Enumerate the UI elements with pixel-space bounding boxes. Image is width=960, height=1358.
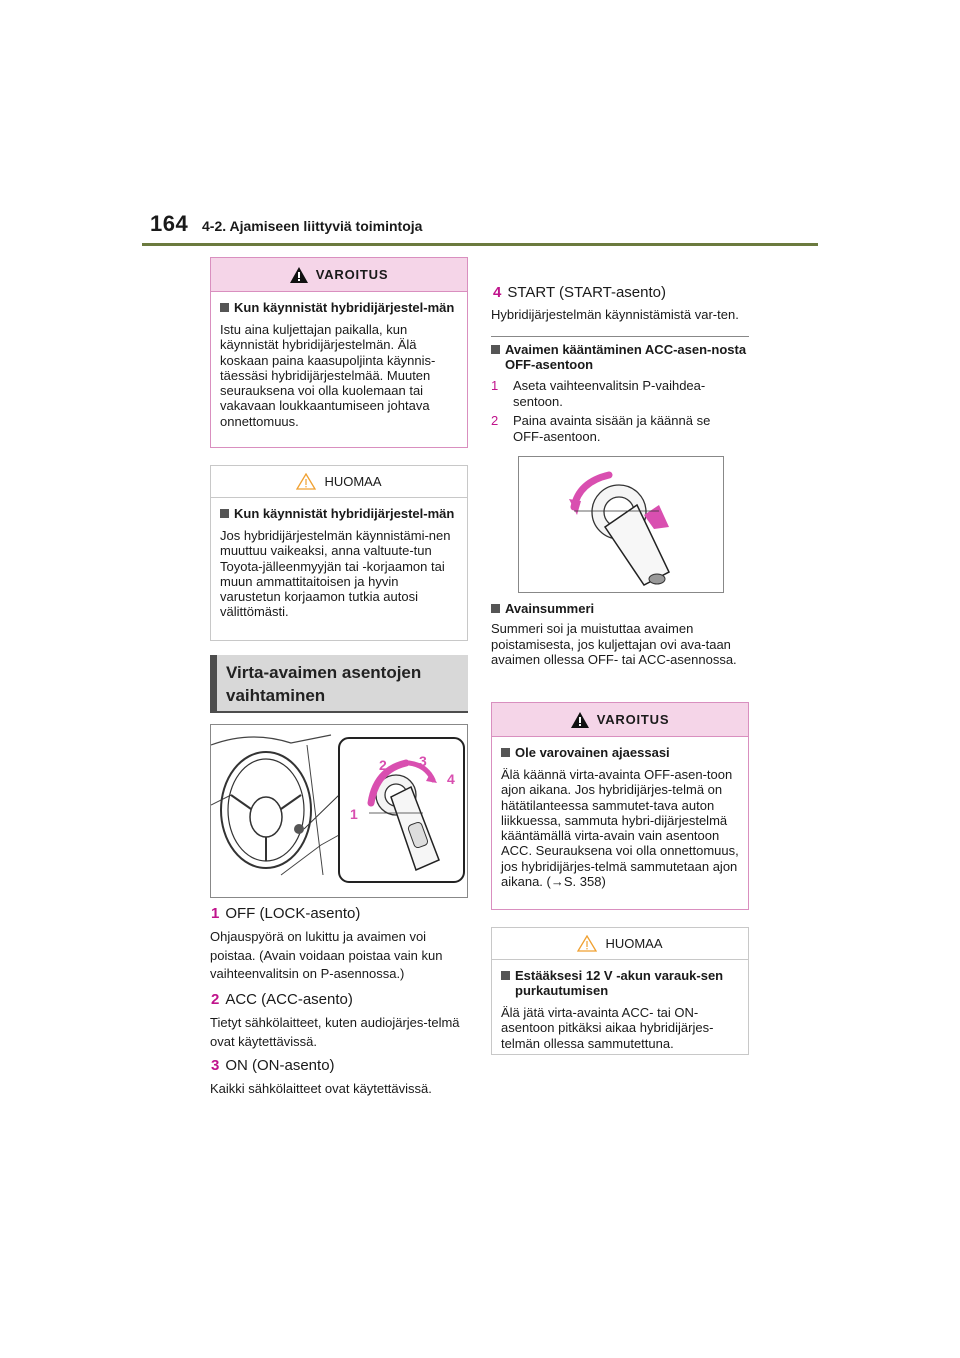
position-1-title: 1 OFF (LOCK-asento) <box>211 905 361 922</box>
warning-subtitle: Ole varovainen ajaessasi <box>501 745 739 760</box>
position-4-title: 4 START (START-asento) <box>493 284 667 301</box>
warning-box-2 <box>491 702 749 910</box>
notice-text: Jos hybridijärjestelmän käynnistämi-nen muuttuu vaikeaksi, anna valtuute-tun Toyota-jälleenmyyjän tai -korjaamon tai muun ammattitaitoisen ja hyvin varustetun korjaamon tutkia autosi välittömästi. <box>220 528 451 620</box>
square-bullet-icon <box>220 509 229 518</box>
warning-icon <box>290 267 308 283</box>
warning-subtitle: Kun käynnistät hybridijärjestel-män <box>220 300 458 315</box>
notice-text: Älä jätä virta-avainta ACC- tai ON-asentoon pitkäksi aikaa hybridijärjes-telmän ollessa sammutettuna. <box>501 1005 714 1051</box>
section-rule <box>210 711 468 713</box>
warning-header <box>211 258 467 292</box>
key-turn-illustration <box>519 457 723 592</box>
notice-subtitle: Kun käynnistät hybridijärjestel-män <box>220 506 458 521</box>
notice-subtitle: Estääksesi 12 V -akun varauk-sen purkautumisen <box>501 968 739 998</box>
warning-text: Istu aina kuljettajan paikalla, kun käynnistät hybridijärjestelmän. Älä koskaan paina kaasupoljinta käynnis-täessäsi hybridijärjestelmää. Muuten seurauksena voi olla kuolemaan tai vakavaan loukkaantumiseen johtava onnettomuus. <box>220 322 436 429</box>
page-number: 164 <box>150 211 189 236</box>
figure-label-3: 3 <box>419 753 427 769</box>
warning-text: Älä käännä virta-avainta OFF-asen-toon ajon aikana. Jos hybridijärjes-telmä on hätätilanteessa sammutet-tava auton liikkuessa, sammuta hybri-dijärjestelmä kääntämällä virta-avain vain asentoon ACC. Seurauksena voi olla onnettomuus, jos hybridijärjes-telmä sammutetaan ajon aikana. (→S. 358) <box>501 767 739 890</box>
square-bullet-icon <box>501 748 510 757</box>
square-bullet-icon <box>220 303 229 312</box>
notice-box-1 <box>210 465 468 641</box>
square-bullet-icon <box>501 971 510 980</box>
divider <box>491 336 749 337</box>
caution-outline-icon <box>577 935 597 952</box>
step-2: 2 Paina avainta sisään ja käännä se OFF-asentoon. <box>491 413 711 444</box>
header-rule <box>142 243 818 246</box>
position-3-desc: Kaikki sähkölaitteet ovat käytettävissä. <box>210 1081 432 1096</box>
position-4-desc: Hybridijärjestelmän käynnistämistä var-ten. <box>491 307 739 322</box>
warning-header <box>492 703 748 737</box>
square-bullet-icon <box>491 604 500 613</box>
position-2-title: 2 ACC (ACC-asento) <box>211 991 353 1008</box>
buzzer-subtitle: Avainsummeri <box>491 601 594 616</box>
position-3-title: 3 ON (ON-asento) <box>211 1057 335 1074</box>
ignition-positions-figure <box>210 724 468 898</box>
caution-outline-icon <box>296 473 316 490</box>
square-bullet-icon <box>491 345 500 354</box>
notice-title: HUOMAA <box>324 474 382 489</box>
figure-label-1: 1 <box>350 806 358 822</box>
page-header: 4-2. Ajamiseen liittyviä toimintoja <box>202 218 423 234</box>
figure-label-4: 4 <box>447 771 455 787</box>
position-2-desc: Tietyt sähkölaitteet, kuten audiojärjes-telmä ovat käytettävissä. <box>210 1015 460 1049</box>
warning-title: VAROITUS <box>315 267 389 282</box>
notice-title: HUOMAA <box>605 936 663 951</box>
position-1-desc: Ohjauspyörä on lukittu ja avaimen voi poistaa. (Avain voidaan poistaa vain kun vaihteenvalitsin on P-asennossa.) <box>210 929 443 981</box>
figure-label-2: 2 <box>379 757 387 773</box>
warning-icon <box>571 712 589 728</box>
notice-box-2 <box>491 927 749 1055</box>
warning-box-1 <box>210 257 468 448</box>
ignition-illustration <box>211 725 467 897</box>
section-title: Virta-avaimen asentojen vaihtaminen <box>210 655 468 711</box>
step-1: 1 Aseta vaihteenvalitsin P-vaihdea-sentoon. <box>491 378 706 409</box>
warning-title: VAROITUS <box>596 712 670 727</box>
notice-header <box>211 466 467 498</box>
acc-off-subtitle: Avaimen kääntäminen ACC-asen-nosta OFF-asentoon <box>491 342 749 372</box>
key-turn-figure <box>518 456 724 593</box>
buzzer-text: Summeri soi ja muistuttaa avaimen poistamisesta, jos kuljettajan ovi ava-taan avaimen ollessa OFF- tai ACC-asennossa. <box>491 621 737 667</box>
notice-header <box>492 928 748 960</box>
